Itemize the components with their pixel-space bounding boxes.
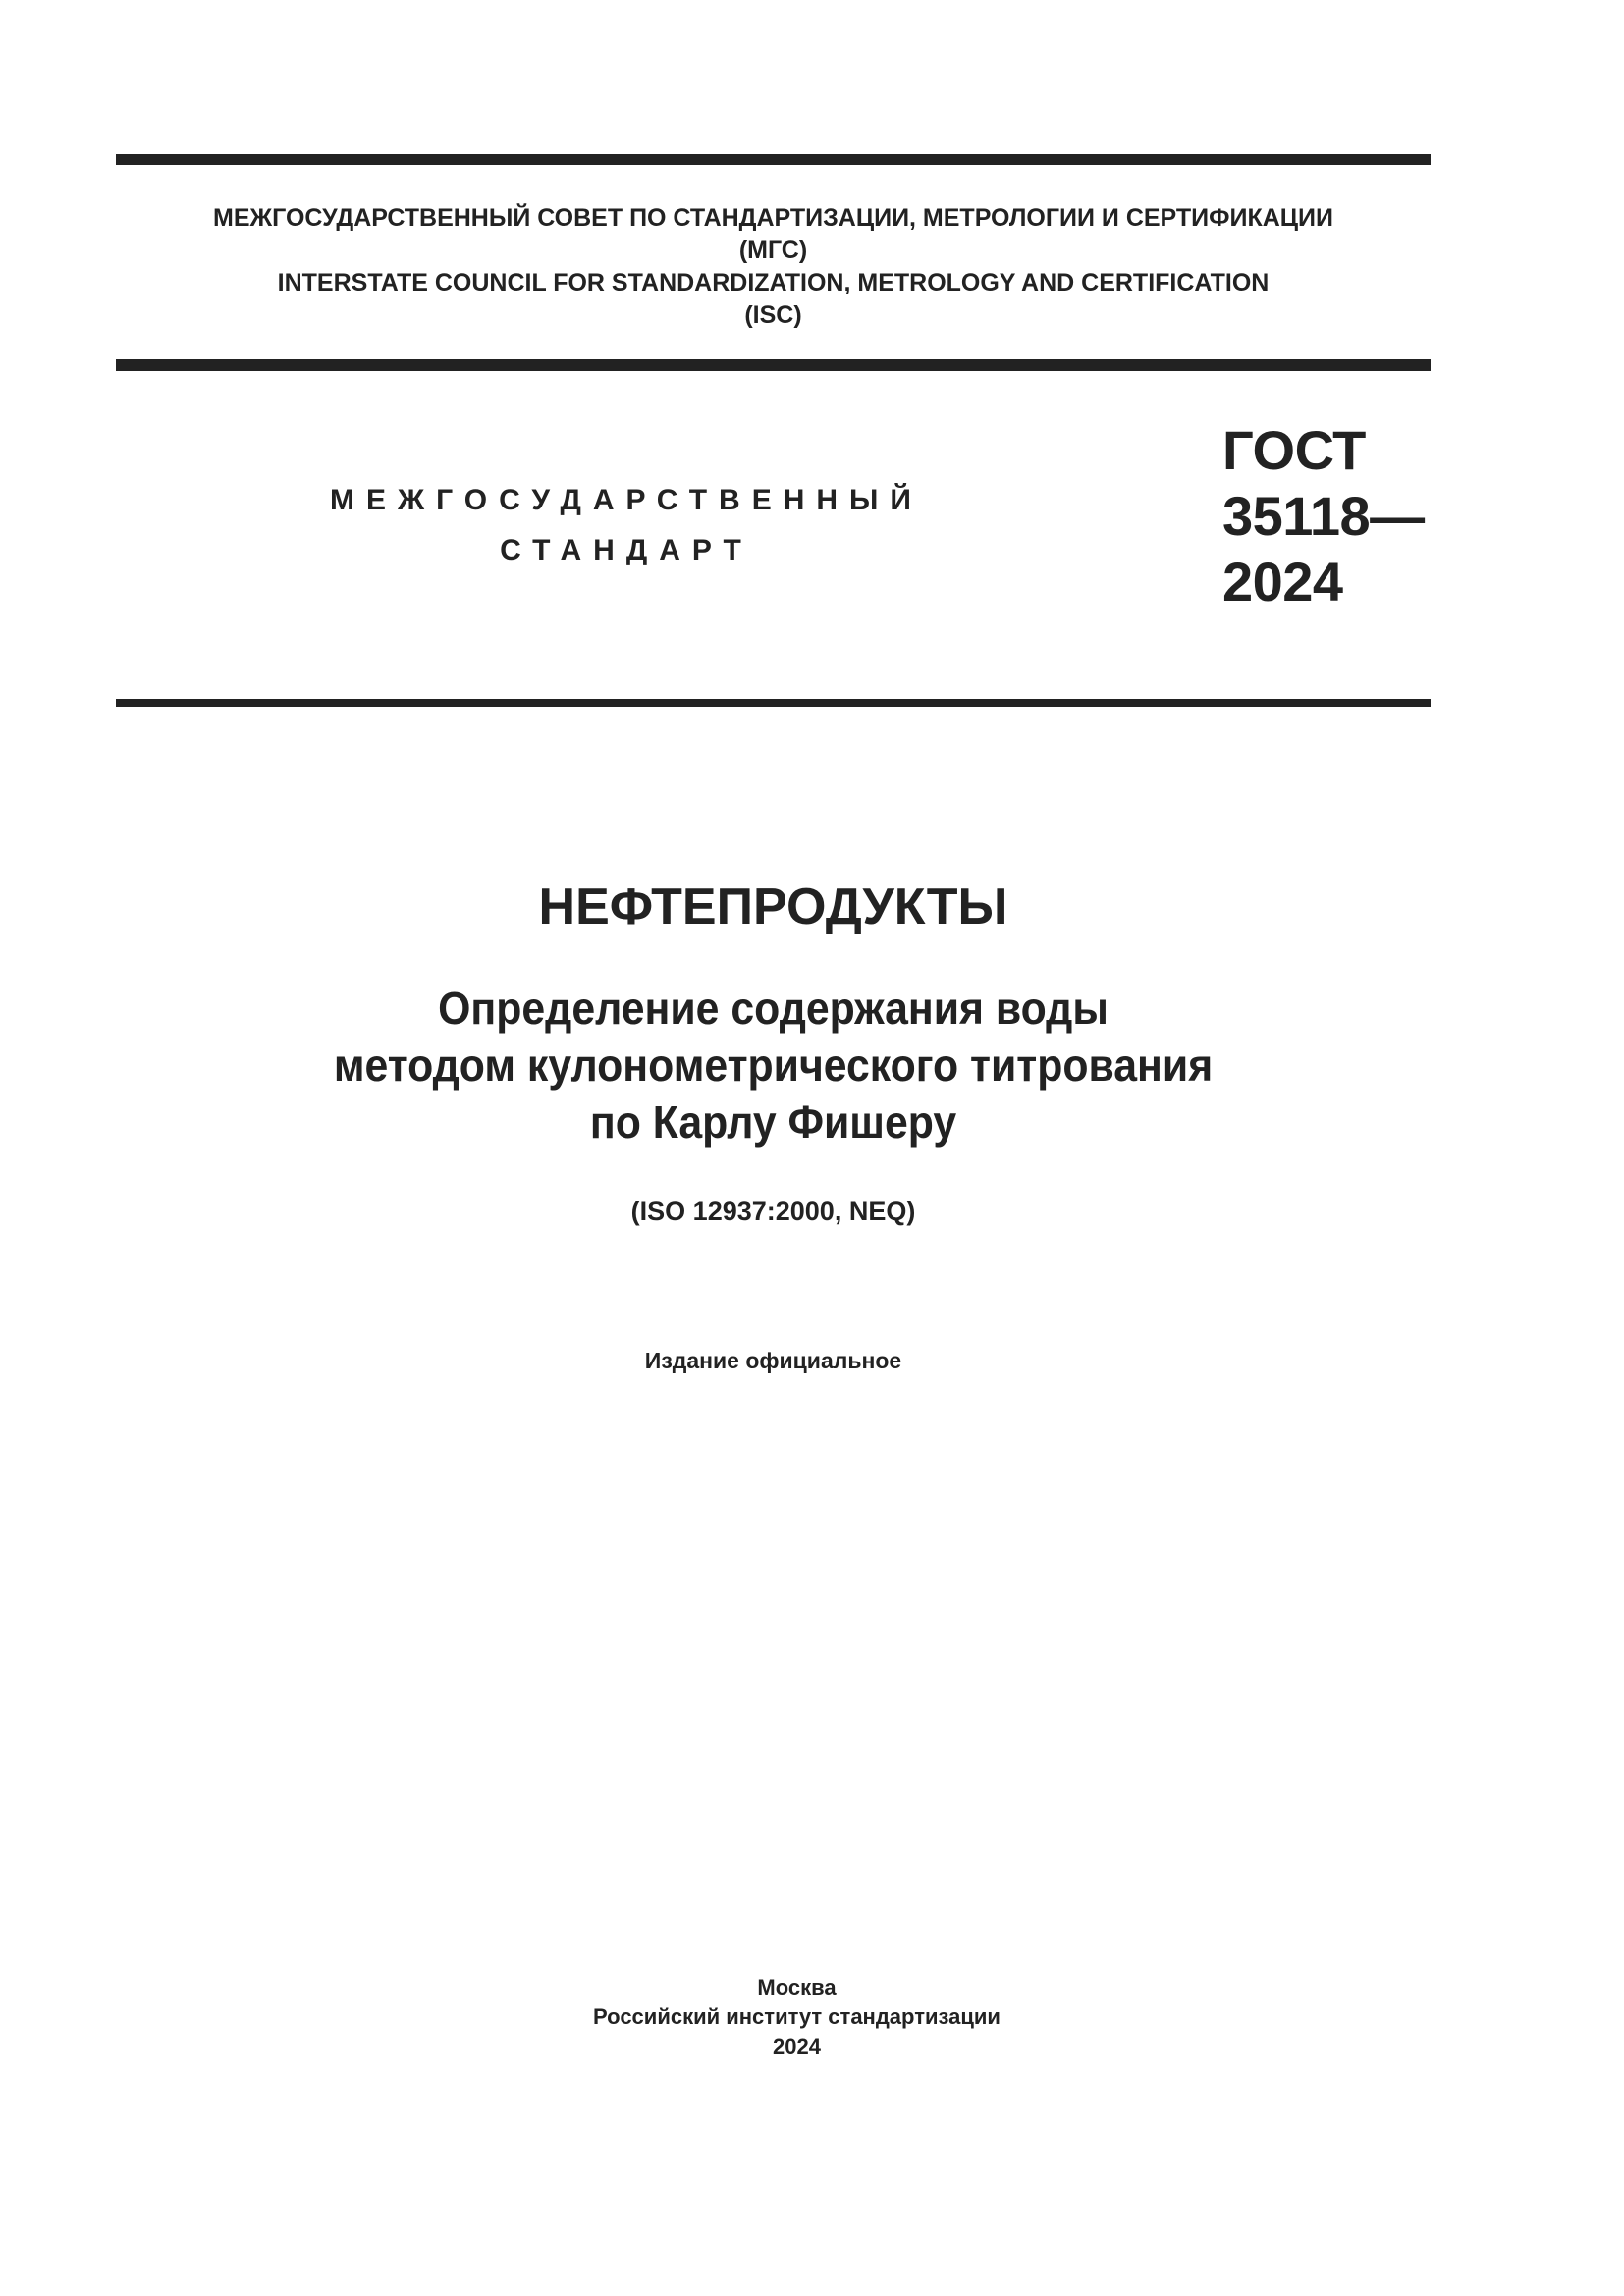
designation-year: 2024 — [1222, 551, 1343, 613]
iso-reference-block — [116, 1199, 1431, 1225]
document-subtitle — [116, 980, 1431, 1150]
top-rule — [116, 154, 1431, 165]
edition-label: Издание официальное — [644, 1348, 902, 1373]
publisher-footer — [139, 1973, 1454, 2061]
document-title: НЕФТЕПРОДУКТЫ — [538, 879, 1008, 935]
standard-type-line2: СТАНДАРТ — [500, 534, 753, 566]
subtitle-line-2: методом кулонометрического титрования — [333, 1040, 1214, 1091]
header-bottom-rule — [116, 359, 1431, 371]
publication-year: 2024 — [773, 2034, 821, 2058]
standard-type-label — [295, 475, 947, 575]
publisher-name: Российский институт стандартизации — [593, 2004, 1001, 2029]
designation-prefix: ГОСТ — [1222, 419, 1366, 481]
council-abbr-ru: (МГС) — [738, 237, 808, 264]
council-name-ru: МЕЖГОСУДАРСТВЕННЫЙ СОВЕТ ПО СТАНДАРТИЗАЦИИ, МЕТРОЛОГИИ И СЕРТИФИКАЦИИ — [213, 204, 1333, 232]
publisher-city: Москва — [757, 1975, 837, 2000]
subtitle-line-3: по Карлу Фишеру — [589, 1096, 957, 1148]
subtitle-line-1: Определение содержания воды — [438, 983, 1109, 1034]
iso-reference: (ISO 12937:2000, NEQ) — [630, 1197, 916, 1226]
designation-number: 35118— — [1222, 485, 1425, 547]
council-name-en: INTERSTATE COUNCIL FOR STANDARDIZATION, METROLOGY AND CERTIFICATION — [277, 269, 1270, 296]
designation-bottom-rule — [116, 699, 1431, 707]
document-title-block — [116, 881, 1431, 933]
standard-designation — [1222, 417, 1425, 614]
standard-type-line1: МЕЖГОСУДАРСТВЕННЫЙ — [330, 484, 923, 516]
edition-block — [116, 1350, 1431, 1372]
council-abbr-en: (ISC) — [744, 301, 802, 329]
council-header — [116, 202, 1431, 332]
